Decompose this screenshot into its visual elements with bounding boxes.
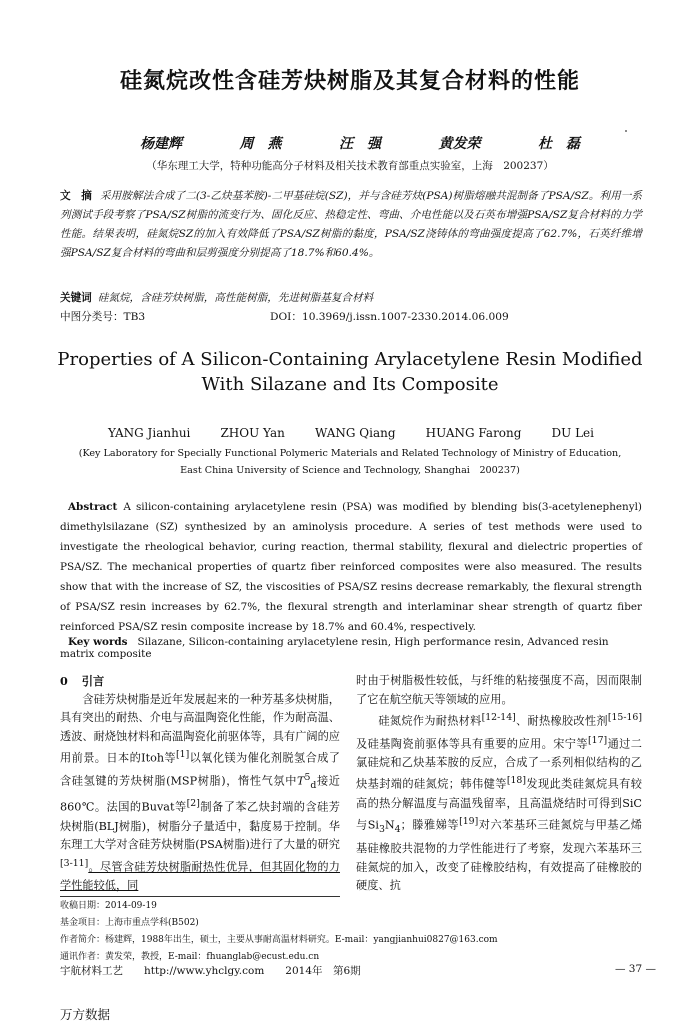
body-text: N [384,819,395,833]
body-text: 硅氮烷作为耐热材料 [378,714,482,728]
classification-row [60,309,642,324]
keywords-en-label: Key words [68,636,128,648]
author-cn: 杨建辉 [140,136,182,152]
body-column-right [356,672,642,896]
page-number: — 37 — [614,963,656,975]
author-en: WANG Qiang [315,426,396,440]
formula-sub: 3 [378,824,385,836]
abstract-cn-label: 文 摘 [60,190,92,202]
abstract-cn [60,187,642,263]
footnote-author-bio: 作者简介：杨建辉，1988年出生，硕士，主要从事耐高温材料研究。E-mail：yangjianhui0827@163.com [60,935,498,945]
paper-title-en [0,347,700,397]
author-cn: 周 燕 [239,136,282,152]
citation-ref: [19] [459,816,479,828]
citation-ref: [18] [506,775,526,787]
body-text: 通过二氯硅烷和乙炔基苯胺的反应，合成了一系列相似结构的乙炔基封端的硅氮烷；韩伟健等 [356,737,642,792]
author-list-cn [140,133,580,153]
symbol-td: T [297,774,305,788]
symbol-sub: d [310,779,317,791]
body-paragraph [60,691,340,896]
affiliation-en-line: East China University of Science and Technology, Shanghai 200237) [180,465,520,476]
body-text: 接近860℃。法国的Buvat等 [60,774,340,814]
formula-sub: 4 [394,824,401,836]
footnote-corresponding: 通讯作者：黄发荣，教授，E-mail：fhuanglab@ecust.edu.cn [60,952,320,962]
keywords-cn-label: 关键词 [60,292,92,304]
author-en: DU Lei [551,426,594,440]
author-en: YANG Jianhui [108,426,191,440]
body-paragraph [356,709,642,896]
title-en-line: With Silazane and Its Composite [201,374,499,395]
body-text: 、耐热橡胶改性剂 [515,714,608,728]
body-text: 以氧化镁为催化剂脱氢合成了含硅氢键的芳炔树脂(MSP树脂)，惰性气氛中 [60,752,340,788]
abstract-en-text: A silicon-containing arylacetylene resin (PSA) was modified by blending bis(3-acetylenephenyl) dimethylsilazane (SZ) synthesized by an aminolysis procedure. A series of test methods were used to investigate the rheological behavior, curing reaction, thermal stability, flexural and dielectric properties of PSA/SZ. The mechanical properties of quartz fiber reinforced composites were also measured. The results show that with the increase of SZ, the viscosities of PSA/SZ resins decrease remarkably, the flexural strength of PSA/SZ resin increases by 62.7%, the flexural strength and interlaminar shear strength of quartz fiber reinforced PSA/SZ resin composite increase by 18.7% and 60.4%, respectively. [60,501,642,633]
speck-mark [625,130,627,132]
body-text: 发现此类硅氮烷具有较高的热分解温度与高温残留率，且高温烧结时可得到SiC与Si [356,778,642,833]
citation-ref: [2] [186,798,200,810]
body-paragraph: 时由于树脂极性较低，与纤维的粘接强度不高，因而限制了它在航空航天等领域的应用。 [356,674,642,706]
citation-ref: [17] [588,734,608,746]
citation-ref: [3-11] [60,857,89,869]
footnote-received: 收稿日期：2014-09-19 [60,901,157,911]
watermark-text: 万方数据 [60,1007,111,1022]
affiliation-en-line: (Key Laboratory for Specially Functional Polymeric Materials and Related Technology of Ministry of Education, [78,448,622,459]
body-column-left [60,672,340,896]
citation-ref: [12-14] [481,712,516,724]
body-text: 及硅基陶瓷前驱体等具有重要的应用。宋宁等 [356,737,589,751]
author-cn: 汪 强 [339,136,381,152]
body-text: 。尽管含硅芳炔树脂耐热性优异，但其固化物的力学性能较低，同 [60,860,340,893]
footnote-divider [60,896,340,897]
citation-ref: [15-16] [607,712,642,724]
abstract-en [60,497,642,637]
title-en-line: Properties of A Silicon-Containing Arylacetylene Resin Modified [57,349,643,370]
page-footer [60,963,660,978]
keywords-en [60,636,642,660]
body-text: ；滕雅娣等 [400,819,460,833]
section-number: 0 [60,674,68,688]
abstract-en-label: Abstract [68,501,118,513]
author-en: ZHOU Yan [220,426,285,440]
doi-text: DOI：10.3969/j.issn.1007-2330.2014.06.009 [270,311,509,323]
journal-info: 宇航材料工艺 http://www.yhclgy.com 2014年 第6期 [60,965,361,977]
author-cn: 黄发荣 [438,136,481,152]
keywords-cn [60,290,642,305]
author-en: HUANG Farong [425,426,522,440]
affiliation-cn: （华东理工大学，特种功能高分子材料及相关技术教育部重点实验室，上海 200237） [146,160,554,172]
author-list-en [108,426,594,440]
keywords-en-text: Silazane, Silicon-containing arylacetylene resin, High performance resin, Advanced resin matrix composite [60,636,609,660]
section-title: 引言 [81,674,105,688]
body-text: 制备了苯乙炔封端的含硅芳炔树脂(BLJ树脂)，树脂分子量适中，黏度易于控制。华东理工大学对含硅芳炔树脂(PSA树脂)进行了大量的研究 [60,801,340,852]
citation-ref: [1] [176,749,190,761]
paper-title-cn: 硅氮烷改性含硅芳炔树脂及其复合材料的性能 [119,68,580,94]
clc-number: 中图分类号：TB3 [60,311,146,323]
abstract-cn-text: 采用胺解法合成了二(3-乙炔基苯胺)-二甲基硅烷(SZ)，并与含硅芳炔(PSA)树脂熔融共混制备了PSA/SZ。利用一系列测试手段考察了PSA/SZ树脂的流变行为、固化反应、热稳定性、弯曲、介电性能以及石英布增强PSA/SZ复合材料的力学性能。结果表明，硅氮烷SZ的加入有效降低了PSA/SZ树脂的黏度，PSA/SZ浇铸体的弯曲强度提高了62.7%，石英纤维增强PSA/SZ复合材料的弯曲和层剪强度分别提高了18.7%和60.4%。 [60,190,642,259]
body-text: 对六苯基环三硅氮烷与甲基乙烯基硅橡胶共混物的力学性能进行了考察，发现六苯基环三硅氮烷的加入，改变了硅橡胶结构，有效提高了硅橡胶的硬度、抗 [356,819,642,893]
footnote-funding: 基金项目：上海市重点学科(B502) [60,918,199,928]
section-heading [60,672,340,691]
author-cn: 杜 磊 [538,136,580,152]
body-text: 含硅芳炔树脂是近年发展起来的一种芳基多炔树脂，具有突出的耐热、介电与高温陶瓷化性能，作为耐高温、透波、耐烧蚀材料和高温陶瓷化前驱体等，具有广阔的应用前景。日本的Itoh等 [60,692,340,766]
keywords-cn-text: 硅氮烷，含硅芳炔树脂，高性能树脂，先进树脂基复合材料 [97,292,374,304]
symbol-sup: 5 [304,771,311,783]
footnotes [60,898,660,966]
affiliation-en [0,445,700,479]
